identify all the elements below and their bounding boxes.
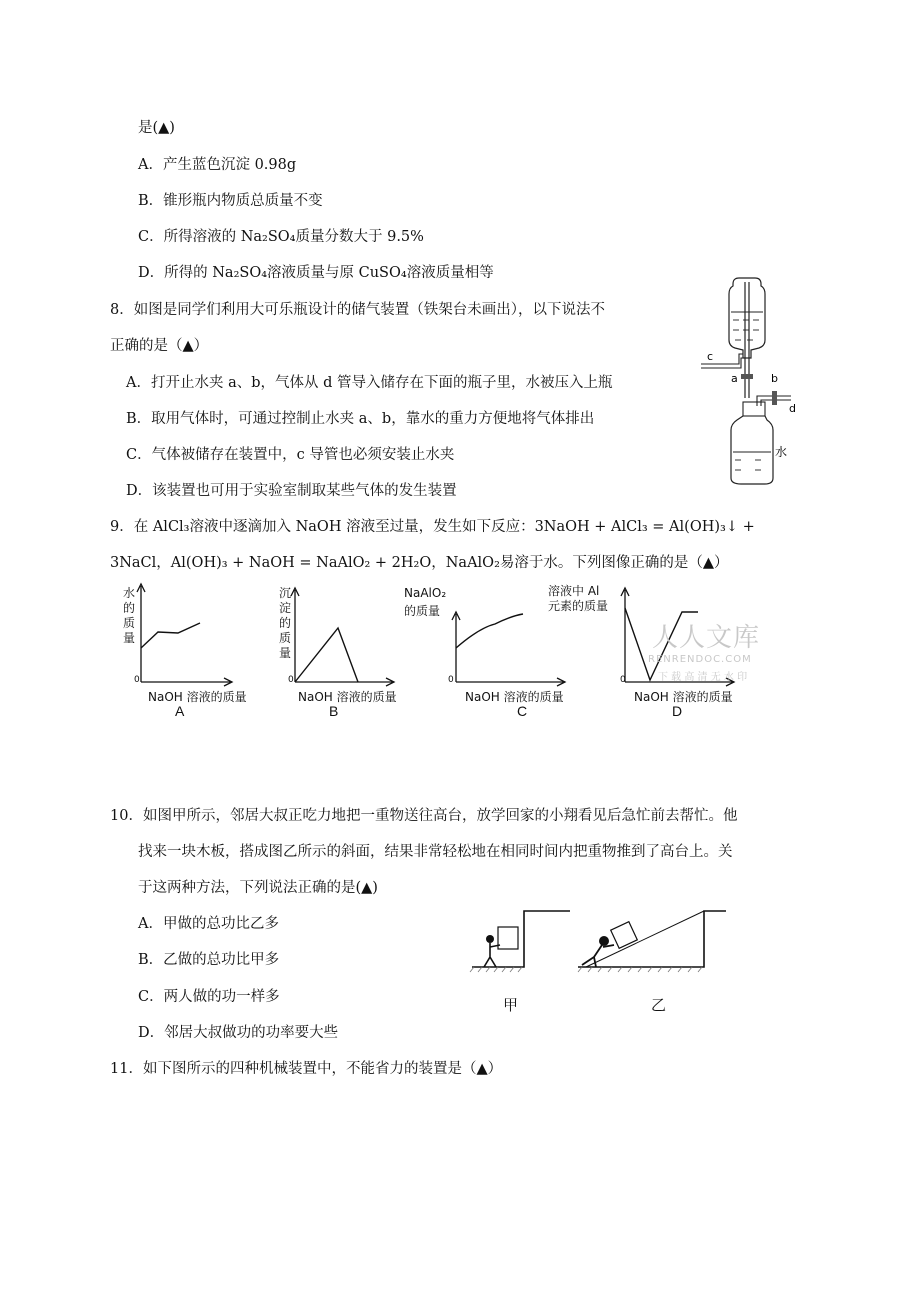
label-c: c xyxy=(707,350,714,363)
q9-stem-line2: 3NaCl，Al(OH)₃ + NaOH = NaAlO₂ + 2H₂O，NaAlO₂易溶于水。下列图像正确的是（▲） xyxy=(110,555,729,571)
q10-stem-line3: 于这两种方法，下列说法正确的是(▲) xyxy=(138,880,378,896)
q8-option-a: A．打开止水夹 a、b，气体从 d 管导入储存在下面的瓶子里，水被压入上瓶 xyxy=(126,375,613,391)
graph-c-curve xyxy=(456,614,523,648)
q8-option-d: D．该装置也可用于实验室制取某些气体的发生装置 xyxy=(126,483,457,499)
q7-option-b: B．锥形瓶内物质总质量不变 xyxy=(138,193,323,209)
graph-c-xlabel: NaOH 溶液的质量 xyxy=(465,690,564,704)
graph-a-origin: 0 xyxy=(134,675,140,685)
graph-a-caption: A xyxy=(175,703,185,719)
q8-stem-line1: 8．如图是同学们利用大可乐瓶设计的储气装置（铁架台未画出），以下说法不 xyxy=(110,302,605,318)
graph-b-caption: B xyxy=(329,703,339,719)
graph-d-caption: D xyxy=(672,703,683,719)
graph-b-curve xyxy=(295,628,358,682)
graph-c-origin: 0 xyxy=(448,675,454,685)
graph-c-ylabel-line2: 的质量 xyxy=(404,604,441,618)
figure-jia-lift xyxy=(470,905,580,975)
watermark-main: 人人文库 xyxy=(652,623,761,653)
gas-storage-apparatus-figure xyxy=(695,278,815,488)
graph-d-xlabel: NaOH 溶液的质量 xyxy=(634,690,733,704)
q7-option-c: C．所得溶液的 Na₂SO₄质量分数大于 9.5% xyxy=(138,229,424,245)
graph-c-ylabel-line1: NaAlO₂ xyxy=(404,586,447,600)
graph-a-plot xyxy=(136,582,236,686)
q8-option-b: B．取用气体时，可通过控制止水夹 a、b，靠水的重力方便地将气体排出 xyxy=(126,411,595,427)
figure-yi-caption: 乙 xyxy=(651,997,667,1014)
graph-c-caption: C xyxy=(517,703,528,719)
label-d: d xyxy=(789,402,796,415)
graph-b-ylabel: 沉淀的质量 xyxy=(278,586,291,660)
graph-d-ylabel-line1: 溶液中 Al xyxy=(548,584,600,598)
q8-option-c: C．气体被储存在装置中，c 导管也必须安装止水夹 xyxy=(126,447,455,463)
q10-option-b: B．乙做的总功比甲多 xyxy=(138,952,280,968)
q9-stem-line1: 9．在 AlCl₃溶液中逐滴加入 NaOH 溶液至过量，发生如下反应：3NaOH + AlCl₃ = Al(OH)₃↓ + xyxy=(110,519,755,535)
label-b: b xyxy=(771,372,778,385)
watermark-sub1: RENRENDOC.COM xyxy=(648,654,752,665)
figure-jia-caption: 甲 xyxy=(503,997,519,1014)
q10-stem-line2: 找来一块木板，搭成图乙所示的斜面，结果非常轻松地在相同时间内把重物推到了高台上。关 xyxy=(138,844,733,860)
q10-stem-line1: 10．如图甲所示，邻居大叔正吃力地把一重物送往高台，放学回家的小翔看见后急忙前去帮忙。他 xyxy=(110,808,738,824)
graph-a-curve xyxy=(141,623,200,648)
watermark-sub2: 下 载 高 清 无 水 印 xyxy=(658,672,748,683)
q10-option-c: C．两人做的功一样多 xyxy=(138,989,280,1005)
q7-option-a: A．产生蓝色沉淀 0.98g xyxy=(138,157,297,173)
q10-option-d: D．邻居大叔做功的功率要大些 xyxy=(138,1025,339,1041)
graph-d-ylabel-line2: 元素的质量 xyxy=(548,599,609,613)
graph-d-origin: 0 xyxy=(620,675,626,685)
figure-yi-ramp xyxy=(576,905,726,975)
q10-option-a: A．甲做的总功比乙多 xyxy=(138,916,279,932)
label-water: 水 xyxy=(775,445,788,459)
q8-stem-line2: 正确的是（▲） xyxy=(110,338,209,354)
graph-a-xlabel: NaOH 溶液的质量 xyxy=(148,690,247,704)
graph-b-plot xyxy=(290,586,400,686)
q7-stem-tail: 是(▲) xyxy=(138,120,175,136)
q11-stem: 11．如下图所示的四种机械装置中，不能省力的装置是（▲） xyxy=(110,1061,503,1077)
graph-a-ylabel: 水的质量 xyxy=(122,586,135,645)
label-a: a xyxy=(731,372,738,385)
q7-option-d: D．所得的 Na₂SO₄溶液质量与原 CuSO₄溶液质量相等 xyxy=(138,265,494,281)
graph-b-xlabel: NaOH 溶液的质量 xyxy=(298,690,397,704)
graph-b-origin: 0 xyxy=(288,675,294,685)
